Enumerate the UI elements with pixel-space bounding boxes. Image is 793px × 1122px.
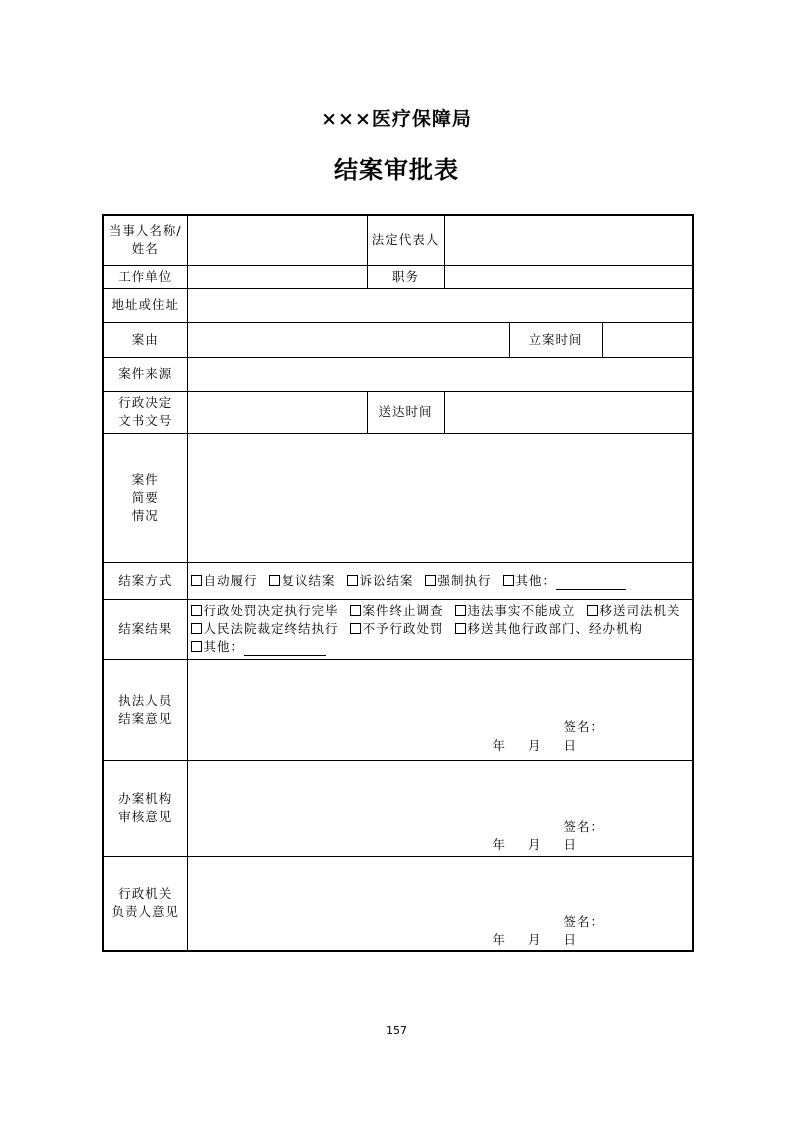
- filing-time-field[interactable]: [602, 322, 693, 357]
- source-field[interactable]: [187, 357, 693, 391]
- closing-result-line: [191, 602, 690, 620]
- row-closing-result: [103, 599, 693, 659]
- agency-name: ×××医疗保障局: [321, 108, 472, 130]
- closing-result-option[interactable]: 移送司法机关: [587, 603, 681, 618]
- handling-org-opinion-field[interactable]: [187, 760, 693, 856]
- row-employer: [103, 265, 693, 288]
- head-opinion-field[interactable]: [187, 856, 693, 951]
- position-field[interactable]: [444, 265, 693, 288]
- delivery-time-label: 送达时间: [367, 391, 444, 433]
- closing-method-options: [187, 562, 693, 599]
- decision-doc-label: 行政决定 文书文号: [103, 391, 187, 433]
- closing-method-label: 结案方式: [103, 562, 187, 599]
- closing-result-option[interactable]: 人民法院裁定终结执行: [191, 621, 339, 636]
- row-summary: [103, 433, 693, 562]
- closing-result-line: [191, 620, 690, 638]
- checkbox-icon[interactable]: [503, 575, 514, 586]
- legal-rep-field[interactable]: [444, 215, 693, 265]
- checkbox-icon[interactable]: [269, 575, 280, 586]
- row-handling-org-opinion: [103, 760, 693, 856]
- row-officer-opinion: [103, 659, 693, 760]
- signature-label: 签名：: [563, 818, 604, 834]
- row-decision-doc: [103, 391, 693, 433]
- filing-time-label: 立案时间: [509, 322, 602, 357]
- closing-result-option[interactable]: 不予行政处罚: [350, 621, 444, 636]
- cause-label: 案由: [103, 322, 187, 357]
- closing-approval-table: [102, 214, 694, 952]
- summary-label: 案件 简要 情况: [103, 433, 187, 562]
- checkbox-icon[interactable]: [191, 641, 202, 652]
- closing-result-option[interactable]: 移送其他行政部门、经办机构: [455, 621, 644, 636]
- closing-result-option[interactable]: 其他：: [191, 639, 327, 654]
- checkbox-icon[interactable]: [350, 623, 361, 634]
- date-line: 年 月 日: [492, 931, 577, 947]
- source-label: 案件来源: [103, 357, 187, 391]
- form-title: 结案审批表: [334, 156, 459, 184]
- closing-result-label: 结案结果: [103, 599, 187, 659]
- checkbox-icon[interactable]: [425, 575, 436, 586]
- checkbox-icon[interactable]: [350, 605, 361, 616]
- party-name-field[interactable]: [187, 215, 367, 265]
- closing-result-option[interactable]: 案件终止调查: [350, 603, 444, 618]
- party-name-label: 当事人名称/ 姓名: [103, 215, 187, 265]
- employer-label: 工作单位: [103, 265, 187, 288]
- decision-doc-field[interactable]: [187, 391, 367, 433]
- signature-label: 签名：: [563, 913, 604, 929]
- position-label: 职务: [367, 265, 444, 288]
- other-blank[interactable]: [556, 575, 626, 590]
- summary-field[interactable]: [187, 433, 693, 562]
- closing-result-option[interactable]: 行政处罚决定执行完毕: [191, 603, 339, 618]
- checkbox-icon[interactable]: [587, 605, 598, 616]
- row-closing-method: [103, 562, 693, 599]
- row-party: [103, 215, 693, 265]
- closing-method-option[interactable]: 复议结案: [269, 573, 336, 588]
- row-source: [103, 357, 693, 391]
- handling-org-opinion-label: 办案机构 审核意见: [103, 760, 187, 856]
- address-label: 地址或住址: [103, 288, 187, 322]
- checkbox-icon[interactable]: [191, 575, 202, 586]
- employer-field[interactable]: [187, 265, 367, 288]
- other-blank[interactable]: [244, 641, 326, 656]
- row-cause: [103, 322, 693, 357]
- closing-method-option[interactable]: 其他：: [503, 573, 627, 588]
- checkbox-icon[interactable]: [455, 623, 466, 634]
- closing-result-options: [187, 599, 693, 659]
- closing-method-option[interactable]: 诉讼结案: [347, 573, 414, 588]
- delivery-time-field[interactable]: [444, 391, 693, 433]
- closing-result-option[interactable]: 违法事实不能成立: [455, 603, 576, 618]
- row-head-opinion: [103, 856, 693, 951]
- checkbox-icon[interactable]: [191, 605, 202, 616]
- row-address: [103, 288, 693, 322]
- closing-method-option[interactable]: 强制执行: [425, 573, 492, 588]
- closing-result-line: [191, 638, 690, 656]
- date-line: 年 月 日: [492, 836, 577, 852]
- head-opinion-label: 行政机关 负责人意见: [103, 856, 187, 951]
- officer-opinion-label: 执法人员 结案意见: [103, 659, 187, 760]
- closing-method-option[interactable]: 自动履行: [191, 573, 258, 588]
- checkbox-icon[interactable]: [191, 623, 202, 634]
- checkbox-icon[interactable]: [455, 605, 466, 616]
- address-field[interactable]: [187, 288, 693, 322]
- checkbox-icon[interactable]: [347, 575, 358, 586]
- date-line: 年 月 日: [492, 737, 577, 753]
- legal-rep-label: 法定代表人: [367, 215, 444, 265]
- page-number: 157: [386, 1024, 407, 1037]
- cause-field[interactable]: [187, 322, 509, 357]
- officer-opinion-field[interactable]: [187, 659, 693, 760]
- signature-label: 签名：: [563, 718, 604, 734]
